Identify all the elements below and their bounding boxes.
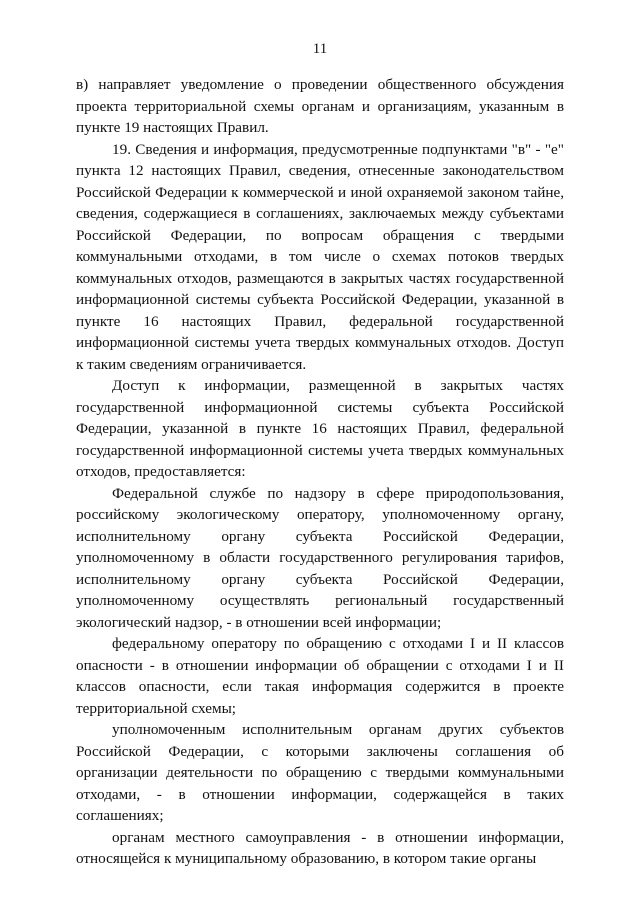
page-number: 11: [312, 41, 328, 57]
paragraph-section-19: 19. Сведения и информация, предусмотренные подпунктами "в" - "е" пункта 12 настоящих Правил, сведения, отнесенные законодательством Российской Федерации к коммерческой и иной охраняемой законом тайне, сведения, содержащиеся в соглашениях, заключаемых между субъектами Российской Федерации, по вопросам обращения с твердыми коммунальными отходами, в том числе о схемах потоков твердых коммунальных отходов, размещаются в закрытых частях государственной информационной системы субъекта Российской Федерации, указанной в пункте 16 настоящих Правил, федеральной государственной информационной системы учета твердых коммунальных отходов. Доступ к таким сведениям ограничивается.: [76, 140, 564, 373]
document-body: [76, 74, 564, 870]
paragraph-local-government: органам местного самоуправления - в отношении информации, относящейся к муниципальному образованию, в котором такие органы: [76, 828, 564, 867]
paragraph-federal-operator: федеральному оператору по обращению с отходами I и II классов опасности - в отношении информации об обращении с отходами I и II классов опасности, если такая информация содержится в проекте территориальной схемы;: [76, 635, 564, 717]
paragraph-access: Доступ к информации, размещенной в закрытых частях государственной информационной системы субъекта Российской Федерации, указанной в пункте 16 настоящих Правил, федеральной государственной информационной системы учета твердых коммунальных отходов, предоставляется:: [76, 377, 564, 480]
paragraph-other-subjects: уполномоченным исполнительным органам других субъектов Российской Федерации, с которыми заключены соглашения об организации деятельности по обращению с твердыми коммунальными отходами, - в отношении информации, содержащейся в таких соглашениях;: [76, 721, 564, 824]
paragraph-federal-service: Федеральной службе по надзору в сфере природопользования, российскому экологическому оператору, уполномоченному органу, исполнительному органу субъекта Российской Федерации, уполномоченному в области государственного регулирования тарифов, исполнительному органу субъекта Российской Федерации, уполномоченному осуществлять региональный государственный экологический надзор, - в отношении всей информации;: [76, 484, 564, 631]
paragraph-notification: в) направляет уведомление о проведении общественного обсуждения проекта территориальной схемы органам и организациям, указанным в пункте 19 настоящих Правил.: [76, 76, 564, 136]
